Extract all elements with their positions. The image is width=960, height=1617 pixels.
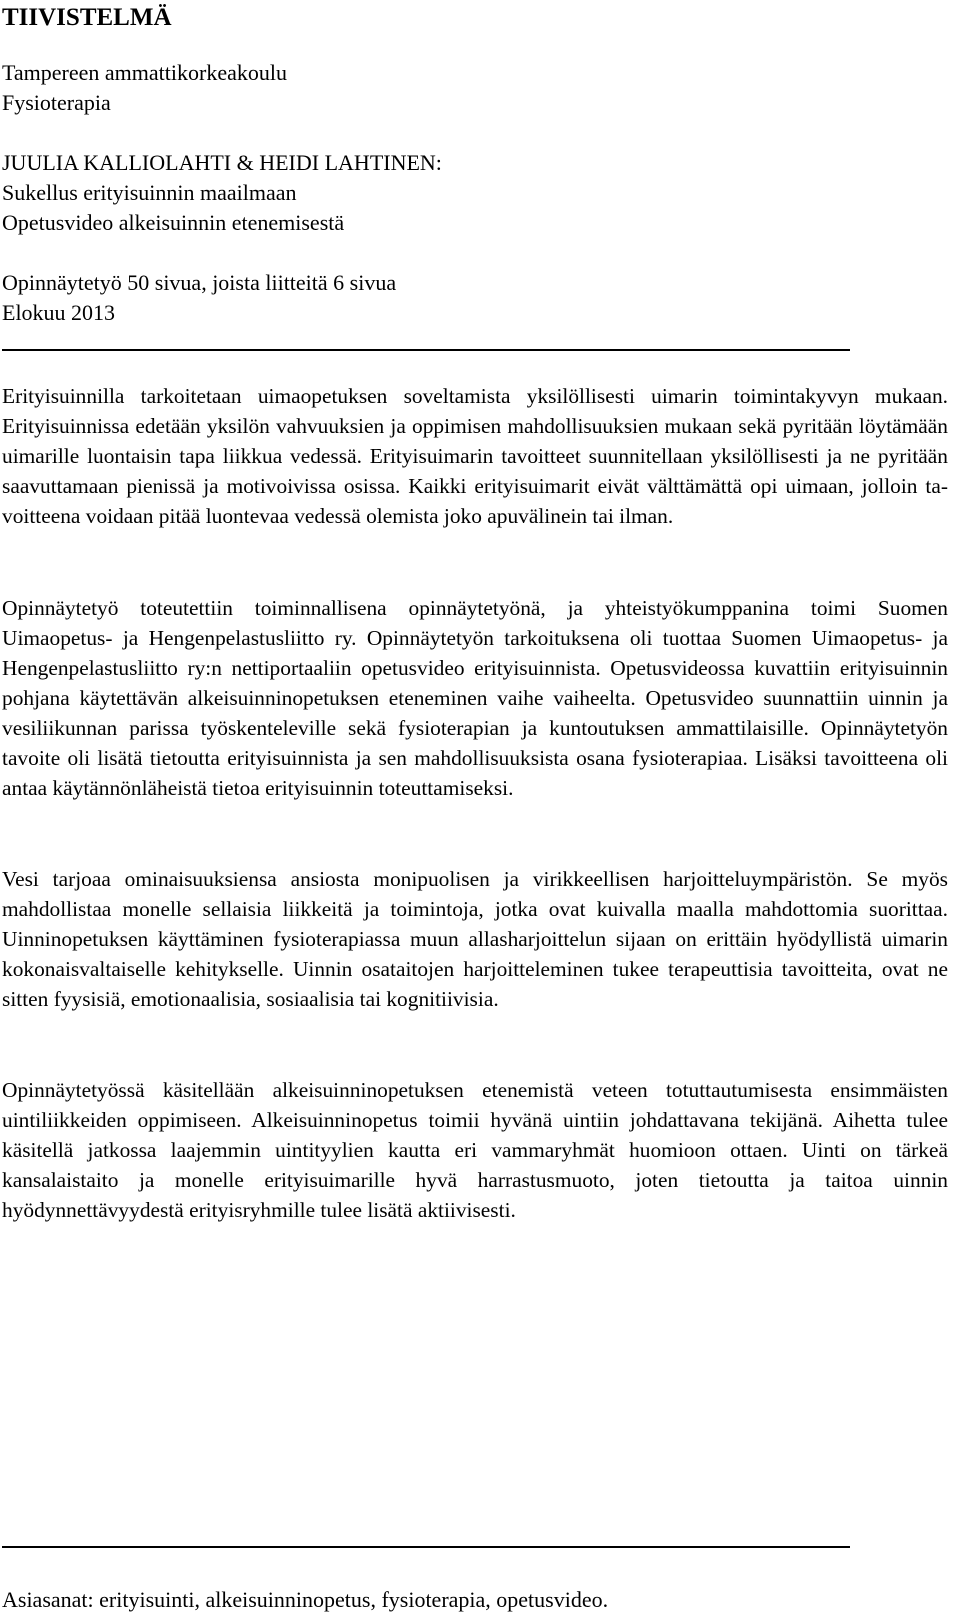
bottom-divider <box>2 1546 850 1548</box>
top-divider <box>2 349 850 351</box>
abstract-heading: TIIVISTELMÄ <box>2 4 172 31</box>
abstract-paragraph-1: Erityisuinnilla tarkoitetaan uimaopetuksen soveltamista yksilöllisesti uimarin toimintakyvyn mukaan. Erityisuinnissa edetään yksilön vahvuuksien ja oppimisen mahdollisuuksien mukaan sekä pyritään löytämään uimarille luontaisin tapa liikkua vedessä. Erityisuimarin tavoitteet suunnitellaan yksilöllisesti ja ne pyritään saavuttamaan pienissä ja motivoivissa osissa. Kaikki erityisuimarit eivät välttämättä opi uimaan, jolloin tavoitteena voidaan pitää luontevaa vedessä olemista joko apuvälinein tai ilman. <box>2 384 948 528</box>
thesis-title: Sukellus erityisuinnin maailmaan <box>2 180 297 205</box>
page-count: Opinnäytetyö 50 sivua, joista liitteitä 6 sivua <box>2 270 397 295</box>
thesis-subtitle: Opetusvideo alkeisuinnin etenemisestä <box>2 210 345 235</box>
publication-date: Elokuu 2013 <box>2 300 116 325</box>
abstract-paragraph-4: Opinnäytetyössä käsitellään alkeisuinninopetuksen etenemistä veteen totuttautumisesta ensimmäisten uintiliikkeiden oppimiseen. Alkeisuinninopetus toimii hyvänä uintiin johdattavana tekijänä. Aihetta tulee käsitellä jatkossa laajemmin uintityylien kautta eri vammaryhmät huomioon ottaen. Uinti on tärkeä kansalaistaito ja monelle erityisuimarille hyvä harrastusmuoto, joten tietoutta ja taitoa uinnin hyödynnettävyydestä erityisryhmille tulee lisätä aktiivisesti. <box>2 1078 948 1222</box>
degree-programme: Fysioterapia <box>2 90 111 115</box>
abstract-paragraph-3: Vesi tarjoaa ominaisuuksiensa ansiosta monipuolisen ja virikkeellisen harjoitteluympäristön. Se myös mahdollistaa monelle sellaisia liikkeitä ja toimintoja, jotka ovat kuivalla maalla mahdottomia suorittaa. Uinninopetuksen käyttäminen fysioterapiassa muun allasharjoittelun sijaan on erittäin hyödyllistä uimarin kokonaisvaltaiselle kehitykselle. Uinnin osataitojen harjoitteleminen tukee terapeuttisia tavoitteita, ovat ne sitten fyysisiä, emotionaalisia, sosiaalisia tai kognitiivisia. <box>2 867 948 1011</box>
institution: Tampereen ammattikorkeakoulu <box>2 60 287 85</box>
authors: JUULIA KALLIOLAHTI & HEIDI LAHTINEN: <box>2 150 442 175</box>
keywords: Asiasanat: erityisuinti, alkeisuinninopetus, fysioterapia, opetusvideo. <box>2 1587 609 1612</box>
abstract-paragraph-2: Opinnäytetyö toteutettiin toiminnallisena opinnäytetyönä, ja yhteistyökumppanina toimi Suomen Uimaopetus- ja Hengenpelastusliitto ry. Opinnäytetyön tarkoituksena oli tuottaa Suomen Uimaopetus- ja Hengenpelastusliitto ry:n nettiportaaliin opetusvideo erityisuinnista. Opetusvideossa kuvattiin erityisuinnin pohjana käytettävän alkeisuinninopetuksen eteneminen vaihe vaiheelta. Opetusvideo suunnattiin uinnin ja vesiliikunnan parissa työskenteleville sekä fysioterapian ja kuntoutuksen ammattilaisille. Opinnäytetyön tavoite oli lisätä tietoutta erityisuinnista ja sen mahdollisuuksista osana fysioterapiaa. Lisäksi tavoitteena oli antaa käytännönläheistä tietoa erityisuinnin toteuttamiseksi. <box>2 596 948 800</box>
